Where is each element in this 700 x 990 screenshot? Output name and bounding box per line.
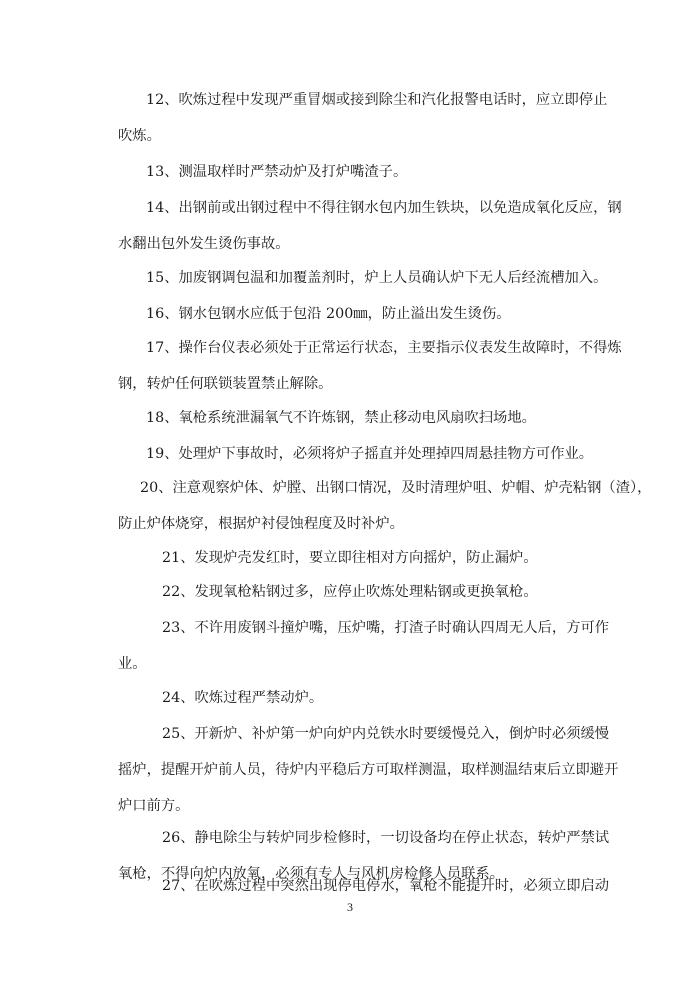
page-number: 3	[347, 900, 353, 914]
rule-line: 钢，转炉任何联锁装置禁止解除。	[118, 376, 333, 392]
rule-line: 23、不许用废钢斗撞炉嘴，压炉嘴，打渣子时确认四周无人后，方可作	[162, 620, 610, 636]
rule-14	[118, 190, 622, 262]
rule-23	[118, 610, 610, 682]
rule-18	[118, 400, 604, 436]
rule-line: 16、钢水包钢水应低于包沿 200㎜，防止溢出发生烫伤。	[146, 306, 511, 322]
rule-line: 24、吹炼过程严禁动炉。	[162, 690, 324, 706]
rule-line: 27、在吹炼过程中突然出现停电停水，氧枪不能提升时，必须立即启动	[162, 878, 610, 894]
rule-line: 19、处理炉下事故时，必须将炉子摇直并处理掉四周悬挂物方可作业。	[146, 446, 594, 462]
rule-21	[118, 540, 604, 576]
rule-15	[118, 260, 608, 296]
rule-line: 18、氧枪系统泄漏氧气不许炼钢，禁止移动电风扇吹扫场地。	[146, 410, 536, 426]
rule-line: 20、注意观察炉体、炉膛、出钢口情况，及时清理炉咀、炉帽、炉壳粘钢（渣），	[140, 480, 652, 496]
rule-line: 25、开新炉、补炉第一炉向炉内兑铁水时要缓慢兑入，倒炉时必须缓慢	[162, 726, 610, 742]
rule-line: 防止炉体烧穿，根据炉衬侵蚀程度及时补炉。	[118, 516, 404, 532]
rule-line: 氧枪，不得向炉内放氧，必须有专人与风机房检修人员联系。	[118, 866, 505, 882]
rule-line: 13、测温取样时严禁动炉及打炉嘴渣子。	[146, 164, 408, 180]
rule-line: 12、吹炼过程中发现严重冒烟或接到除尘和汽化报警电话时，应立即停止	[146, 92, 608, 108]
rule-line: 17、操作台仪表必须处于正常运行状态，主要指示仪表发生故障时，不得炼	[146, 340, 622, 356]
rule-20	[118, 470, 652, 542]
rule-24	[118, 680, 604, 716]
rule-27	[118, 868, 610, 904]
rule-line: 15、加废钢调包温和加覆盖剂时，炉上人员确认炉下无人后经流槽加入。	[146, 270, 608, 286]
rule-line: 水翻出包外发生烫伤事故。	[118, 236, 290, 252]
rule-25	[118, 716, 619, 824]
rule-line: 摇炉，提醒开炉前人员，待炉内平稳后方可取样测温，取样测温结束后立即避开	[118, 762, 619, 778]
rule-line: 14、出钢前或出钢过程中不得往钢水包内加生铁块，以免造成氧化反应，钢	[146, 200, 622, 216]
rule-line: 炉口前方。	[118, 798, 190, 814]
rule-line: 26、静电除尘与转炉同步检修时，一切设备均在停止状态，转炉严禁试	[162, 830, 610, 846]
rule-17	[118, 330, 622, 402]
rule-22	[118, 574, 604, 610]
rule-line: 21、发现炉壳发红时，要立即往相对方向摇炉，防止漏炉。	[162, 550, 538, 566]
rule-line: 业。	[118, 656, 147, 672]
rule-19	[118, 436, 604, 472]
rule-line: 22、发现氧枪粘钢过多，应停止吹炼处理粘钢或更换氧枪。	[162, 584, 538, 600]
rule-line: 吹炼。	[118, 128, 161, 144]
rule-13	[118, 154, 604, 190]
rule-12	[118, 82, 608, 154]
rule-16	[118, 296, 604, 332]
